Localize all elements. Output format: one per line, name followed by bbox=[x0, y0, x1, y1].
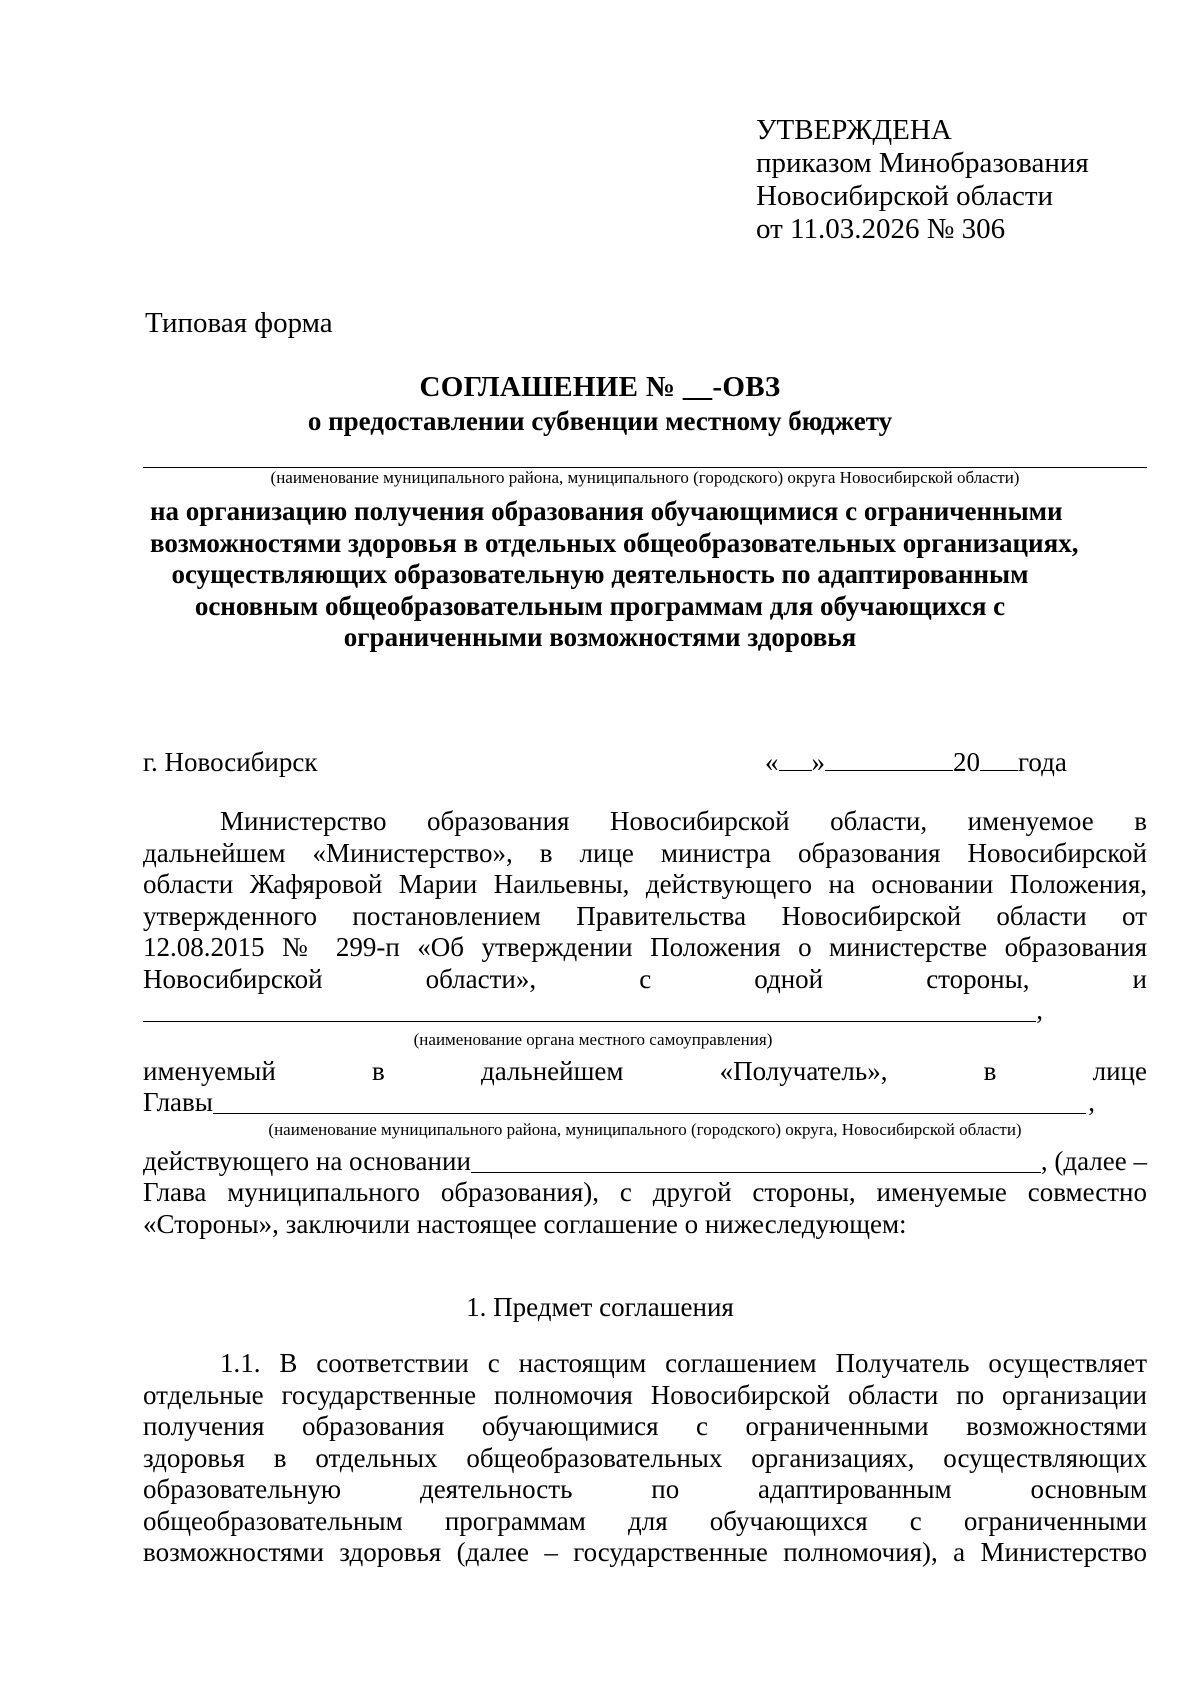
text-line: именуемый в дальнейшем «Получатель», в лице bbox=[143, 1056, 1147, 1086]
text-line: Министерство образования Новосибирской области, именуемое в bbox=[220, 806, 1147, 836]
month-blank bbox=[825, 748, 953, 771]
text-line: утвержденного постановлением Правительства Новосибирской области от bbox=[143, 900, 1147, 931]
organ-fill-row: , bbox=[143, 995, 1147, 1027]
subject-line: основным общеобразовательным программам для обучающихся с bbox=[194, 590, 1006, 621]
signing-date: « » 20 года bbox=[765, 747, 1067, 777]
agreement-title: СОГЛАШЕНИЕ № __-ОВЗ bbox=[419, 371, 781, 403]
text-line: общеобразовательным программам для обучающихся с ограниченными bbox=[143, 1505, 1147, 1536]
text-line: образовательную деятельность по адаптированным основным bbox=[143, 1474, 1147, 1504]
text-line: 1.1. В соответствии с настоящим соглашением Получатель осуществляет bbox=[220, 1348, 1147, 1378]
agreement-subject bbox=[150, 496, 1079, 654]
head-caption: (наименование муниципального района, муниципального (городского) округа, Новосибирской области) bbox=[268, 1120, 1022, 1139]
text-line: получения образования обучающимися с ограниченными возможностями bbox=[143, 1411, 1147, 1441]
text-line: возможностями здоровья (далее – государственные полномочия), а Министерство bbox=[143, 1537, 1147, 1567]
place-of-signing: г. Новосибирск bbox=[143, 747, 318, 777]
basis-fill-row: действующего на основании , (далее – bbox=[143, 1146, 1147, 1176]
form-type-label: Типовая форма bbox=[145, 307, 333, 339]
party1-paragraph bbox=[143, 806, 1147, 995]
approval-line-1: УТВЕРЖДЕНА bbox=[756, 114, 952, 146]
section-1-title: 1. Предмет соглашения bbox=[466, 1292, 734, 1322]
text-line: 12.08.2015 № 299-п «Об утверждении Положения о министерстве образования bbox=[143, 932, 1147, 962]
subject-line: ограниченными возможностями здоровья bbox=[343, 622, 857, 652]
party2-named-line bbox=[143, 1056, 1147, 1088]
party2-paragraph-end bbox=[143, 1177, 1147, 1240]
organ-fill-line bbox=[143, 997, 1036, 1022]
text-line: Глава муниципального образования), с другой стороны, именуемые совместно bbox=[143, 1177, 1147, 1207]
year-blank bbox=[980, 748, 1018, 771]
section-1-paragraph bbox=[143, 1348, 1147, 1569]
agreement-subtitle: о предоставлении субвенции местному бюджету bbox=[307, 406, 893, 436]
text-line: здоровья в отдельных общеобразовательных организациях, осуществляющих bbox=[143, 1442, 1147, 1473]
text-line: отдельные государственные полномочия Новосибирской области по организации bbox=[143, 1379, 1147, 1410]
approval-line-4: от 11.03.2026 № 306 bbox=[756, 213, 1006, 245]
text-line: области Жафяровой Марии Наильевны, действующего на основании Положения, bbox=[143, 869, 1147, 899]
subject-line: на организацию получения образования обучающимися с ограниченными bbox=[150, 496, 1063, 526]
approval-stamp bbox=[756, 114, 1089, 246]
municipality-caption: (наименование муниципального района, муниципального (городского) округа Новосибирской области) bbox=[143, 468, 1147, 488]
text-line: Новосибирской области», с одной стороны, и bbox=[143, 963, 1147, 994]
approval-line-3: Новосибирской области bbox=[756, 180, 1054, 212]
approval-line-2: приказом Минобразования bbox=[756, 147, 1089, 179]
organ-caption: (наименование органа местного самоуправления) bbox=[413, 1030, 773, 1049]
text-line: дальнейшем «Министерство», в лице министра образования Новосибирской bbox=[143, 837, 1147, 868]
day-blank bbox=[779, 748, 812, 771]
basis-fill-line bbox=[471, 1148, 1041, 1173]
head-fill-line bbox=[213, 1089, 1086, 1114]
subject-line: возможностями здоровья в отдельных общеобразовательных организациях, bbox=[150, 527, 1079, 558]
subject-line: осуществляющих образовательную деятельность по адаптированным bbox=[171, 559, 1029, 589]
text-line: «Стороны», заключили настоящее соглашение о нижеследующем: bbox=[143, 1208, 907, 1239]
head-fill-row: Главы , bbox=[143, 1087, 1095, 1117]
